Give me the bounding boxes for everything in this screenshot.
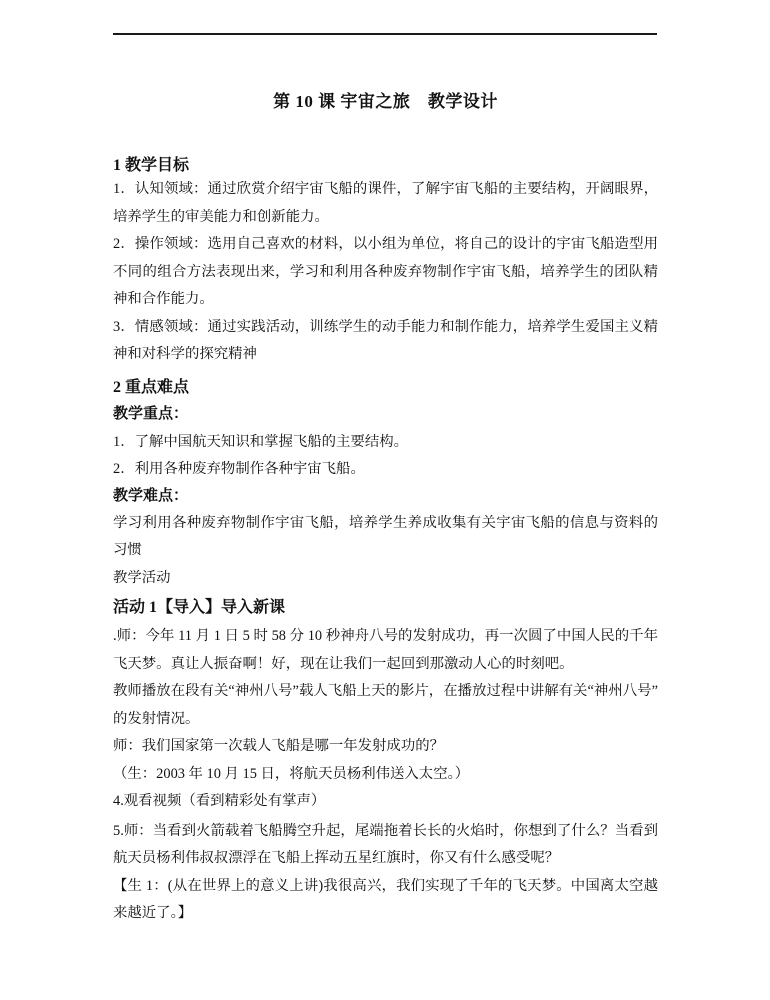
activity1-teacher-question: 师：我们国家第一次载人飞船是哪一年发射成功的？ <box>113 738 444 754</box>
activity1-teacher-intro: .师：今年 11 月 1 日 5 时 58 分 10 秒神舟八号的发射成功，再一次圆了中国人民的千年飞天梦。真让人振奋啊！好，现在让我们一起回到那激动人心的时刻吧。 <box>113 628 658 672</box>
activity1-video-description: 教师播放在段有关“神州八号”载人飞船上天的影片，在播放过程中讲解有关“神州八号”的发射情况。 <box>113 683 658 727</box>
key-point-1: 1．了解中国航天知识和掌握飞船的主要结构。 <box>113 433 409 450</box>
activity1-teacher-question2: 5.师：当看到火箭载着飞船腾空升起，尾端拖着长长的火焰时，你想到了什么？当看到航天员杨利伟叔叔漂浮在飞船上挥动五星红旗时，你又有什么感受呢？ <box>113 822 658 866</box>
section-heading-objectives: 1 教学目标 <box>113 157 190 174</box>
document-title: 第 10 课 宇宙之旅 教学设计 <box>273 92 498 111</box>
document-content <box>113 0 658 928</box>
objective-emotional: 3．情感领域：通过实践活动，训练学生的动手能力和制作能力，培养学生爱国主义精神和对科学的探究精神 <box>113 318 658 362</box>
activity1-student1-answer: 【生 1：(从在世界上的意义上讲)我很高兴，我们实现了千年的飞天梦。中国离太空越来越近了。】 <box>113 877 658 921</box>
key-point-2: 2．利用各种废弃物制作各种宇宙飞船。 <box>113 461 365 477</box>
activity1-watch-video: 4.观看视频（看到精彩处有掌声） <box>113 793 326 809</box>
objective-cognitive: 1．认知领域：通过欣赏介绍宇宙飞船的课件，了解宇宙飞船的主要结构，开阔眼界，培养学生的审美能力和创新能力。 <box>113 181 658 225</box>
key-points-heading: 教学重点： <box>113 405 189 422</box>
difficulties-heading: 教学难点： <box>113 487 189 504</box>
activities-label: 教学活动 <box>113 569 171 586</box>
activity1-heading: 活动 1【导入】导入新课 <box>113 599 286 616</box>
section-heading-key-difficult-points: 2 重点难点 <box>113 378 190 396</box>
difficulties-text: 学习利用各种废弃物制作宇宙飞船，培养学生养成收集有关宇宙飞船的信息与资料的习惯 <box>113 514 658 558</box>
activity1-student-answer: （生：2003 年 10 月 15 日，将航天员杨利伟送入太空。） <box>113 765 470 782</box>
objective-operational: 2．操作领域：选用自己喜欢的材料，以小组为单位，将自己的设计的宇宙飞船造型用不同的组合方法表现出来，学习和利用各种废弃物制作宇宙飞船，培养学生的团队精神和合作能力。 <box>113 236 658 307</box>
